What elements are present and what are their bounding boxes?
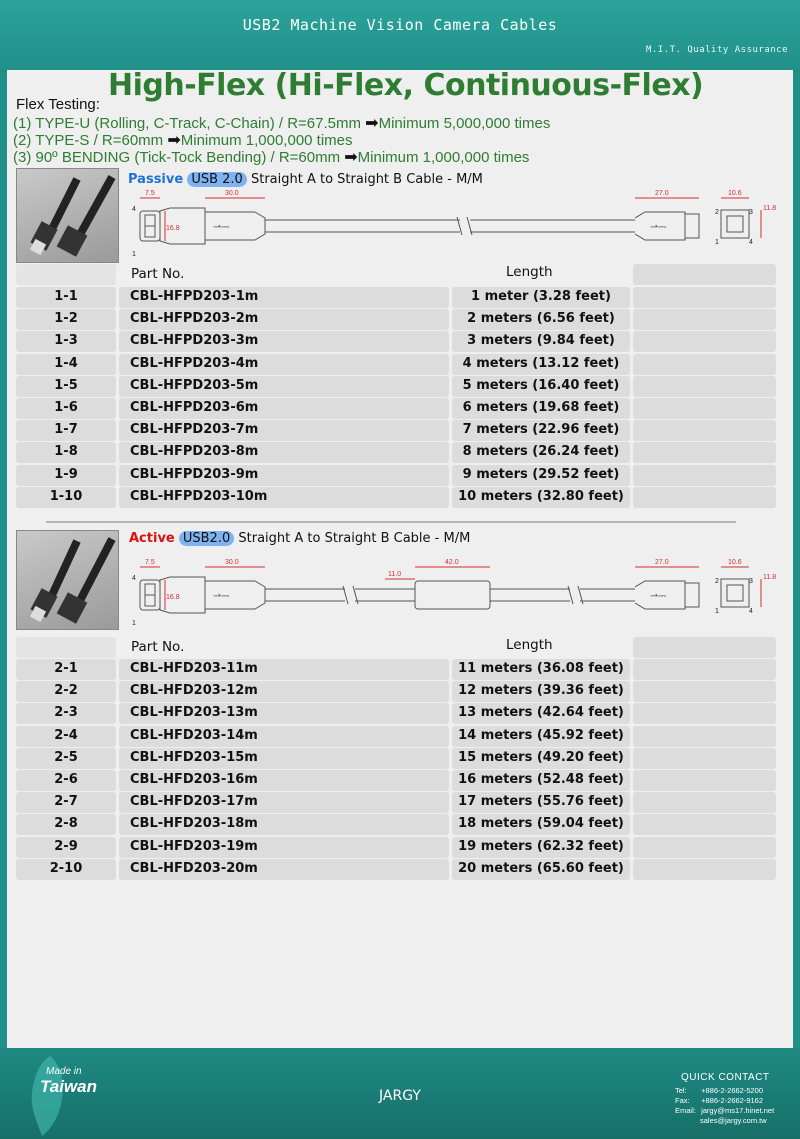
cable-length: 5 meters (16.40 feet): [462, 377, 620, 393]
part-number: CBL-HFPD203-8m: [130, 444, 259, 460]
part-number: CBL-HFD203-17m: [130, 794, 258, 810]
cable-length: 6 meters (19.68 feet): [462, 400, 620, 415]
dimension-label: 11.0: [388, 571, 402, 578]
quick-contact-title: QUICK CONTACT: [681, 1072, 770, 1083]
cable-length: 7 meters (22.96 feet): [462, 422, 620, 438]
flex-test-line: (1) TYPE-U (Rolling, C-Track, C-Chain) / R=67.5mm ➡Minimum 5,000,000 times: [13, 115, 551, 132]
part-number: CBL-HFD203-13m: [130, 705, 258, 721]
pin-label: 2: [715, 578, 719, 585]
cable-length: 8 meters (26.24 feet): [462, 444, 620, 460]
cable-length: 20 meters (65.60 feet): [458, 860, 624, 876]
contact-fax: Fax: +886-2-2662-9162: [675, 1096, 764, 1105]
pin-label: 4: [132, 575, 136, 582]
usb-symbol-icon: ⇀⎓: [650, 222, 667, 233]
usb-version-badge: USB 2.0: [187, 172, 247, 187]
page-header: [0, 0, 800, 70]
dimension-label: 16.8: [166, 225, 180, 232]
row-number: 1-9: [54, 466, 78, 482]
pin-label: 3: [749, 209, 753, 216]
brand-name: JARGY: [379, 1088, 421, 1104]
table-row: [16, 398, 776, 419]
row-number: 2-5: [54, 749, 78, 765]
part-number: CBL-HFD203-20m: [130, 860, 258, 876]
table-row: [16, 837, 776, 858]
part-number: CBL-HFPD203-1m: [130, 289, 259, 304]
part-number: CBL-HFD203-15m: [130, 749, 258, 765]
dimension-label: 30.0: [225, 190, 239, 197]
part-number: CBL-HFD203-12m: [130, 683, 258, 699]
table-row: [16, 376, 776, 397]
section-divider: [46, 521, 736, 523]
arrow-right-icon: ➡: [167, 132, 181, 149]
cable-photo: [16, 530, 119, 630]
table-row: [16, 287, 776, 308]
header-subtitle: M.I.T. Quality Assurance: [645, 45, 788, 55]
table-header-row: [16, 637, 776, 658]
pin-label: 3: [749, 578, 753, 585]
dimension-label: 42.0: [445, 559, 459, 566]
part-number: CBL-HFPD203-2m: [130, 311, 259, 327]
part-number: CBL-HFD203-11m: [130, 661, 258, 676]
pin-label: 4: [749, 239, 753, 246]
table-row: [16, 354, 776, 375]
table-row: [16, 442, 776, 463]
dimension-label: 11.8: [763, 574, 777, 581]
flex-test-line: (3) 90º BENDING (Tick-Tock Bending) / R=60mm ➡Minimum 1,000,000 times: [13, 149, 530, 166]
cable-length: 9 meters (29.52 feet): [462, 466, 620, 482]
table-row: [16, 659, 776, 680]
part-number: CBL-HFPD203-5m: [130, 377, 259, 393]
cable-photo: [16, 168, 119, 263]
cable-kind: Active: [129, 531, 175, 546]
part-number: CBL-HFPD203-10m: [130, 488, 268, 504]
page-title: High-Flex (Hi-Flex, Continuous-Flex): [108, 68, 704, 103]
table-row: [16, 792, 776, 813]
cable-length: 17 meters (55.76 feet): [458, 794, 624, 810]
usb-symbol-icon: ⇀⎓: [213, 591, 230, 602]
pin-label: 4: [132, 206, 136, 213]
passive-cable-diagram: [125, 186, 785, 261]
row-number: 2-8: [54, 816, 78, 832]
part-number: CBL-HFPD203-6m: [130, 400, 259, 415]
table-row: [16, 726, 776, 747]
cable-length: 12 meters (39.36 feet): [458, 683, 624, 699]
table-row: [16, 703, 776, 724]
flex-testing-label: Flex Testing:: [16, 96, 100, 113]
usb-symbol-icon: ⇀⎓: [650, 591, 667, 602]
flex-test-line: (2) TYPE-S / R=60mm ➡Minimum 1,000,000 times: [13, 132, 353, 149]
usb-version-badge: USB2.0: [179, 531, 234, 546]
table-row: [16, 420, 776, 441]
arrow-right-icon: ➡: [365, 115, 379, 132]
arrow-right-icon: ➡: [344, 149, 358, 166]
cable-length: 10 meters (32.80 feet): [458, 488, 624, 504]
contact-tel: Tel: +886-2-2662-5200: [675, 1086, 764, 1095]
dimension-label: 7.5: [145, 559, 155, 566]
pin-label: 4: [749, 608, 753, 615]
row-number: 2-3: [54, 705, 78, 721]
usb-cable-image: [17, 531, 119, 630]
dimension-label: 7.5: [145, 190, 155, 197]
page-footer: [0, 1048, 800, 1139]
part-number: CBL-HFD203-18m: [130, 816, 258, 832]
dimension-label: 10.6: [728, 559, 742, 566]
row-number: 1-2: [54, 311, 78, 327]
table-row: [16, 814, 776, 835]
table-row: [16, 331, 776, 352]
row-number: 1-5: [54, 377, 78, 393]
part-number: CBL-HFD203-16m: [130, 772, 258, 787]
dimension-label: 27.0: [655, 559, 669, 566]
pin-label: 1: [132, 251, 136, 258]
usb-cable-image: [17, 169, 119, 263]
part-number: CBL-HFD203-19m: [130, 838, 258, 854]
row-number: 2-6: [54, 772, 78, 787]
part-number: CBL-HFPD203-9m: [130, 466, 259, 482]
pin-label: 1: [132, 620, 136, 627]
dimension-label: 10.6: [728, 190, 742, 197]
row-number: 2-4: [54, 727, 78, 743]
table-row: [16, 487, 776, 508]
table-row: [16, 465, 776, 486]
column-header-part: Part No.: [131, 266, 185, 282]
cable-length: 16 meters (52.48 feet): [458, 772, 624, 787]
table-row: [16, 770, 776, 791]
row-number: 2-2: [54, 683, 78, 699]
cable-length: 1 meter (3.28 feet): [471, 289, 611, 304]
table-row: [16, 681, 776, 702]
row-number: 2-10: [49, 860, 83, 876]
row-number: 1-1: [54, 289, 78, 304]
row-number: 1-6: [54, 400, 78, 415]
cable-length: 13 meters (42.64 feet): [458, 705, 624, 721]
part-number: CBL-HFPD203-3m: [130, 333, 259, 349]
cable-kind: Passive: [128, 172, 184, 187]
row-number: 2-9: [54, 838, 78, 854]
active-cable-title: Active USB2.0 Straight A to Straight B Cable - M/M: [129, 531, 471, 546]
row-number: 1-4: [54, 355, 78, 371]
column-header-part: Part No.: [131, 639, 185, 655]
row-number: 1-3: [54, 333, 78, 349]
dimension-label: 11.8: [763, 205, 777, 212]
cable-length: 19 meters (62.32 feet): [458, 838, 624, 854]
header-title: USB2 Machine Vision Camera Cables: [242, 16, 558, 34]
cable-length: 14 meters (45.92 feet): [458, 727, 624, 743]
cable-length: 4 meters (13.12 feet): [462, 355, 620, 371]
made-in-taiwan: Made in Taiwan: [40, 1066, 97, 1096]
cable-length: 18 meters (59.04 feet): [458, 816, 624, 832]
cable-length: 11 meters (36.08 feet): [458, 661, 624, 676]
cable-length: 2 meters (6.56 feet): [467, 311, 615, 327]
row-number: 1-10: [49, 488, 83, 504]
table-header-row: [16, 264, 776, 285]
active-cable-diagram: [125, 555, 785, 630]
passive-cable-title: Passive USB 2.0 Straight A to Straight B Cable - M/M: [128, 172, 483, 187]
part-number: CBL-HFD203-14m: [130, 727, 258, 743]
usb-symbol-icon: ⇀⎓: [213, 222, 230, 233]
row-number: 2-1: [54, 661, 78, 676]
pin-label: 1: [715, 608, 719, 615]
cable-length: 3 meters (9.84 feet): [467, 333, 615, 349]
dimension-label: 16.8: [166, 594, 180, 601]
part-number: CBL-HFPD203-7m: [130, 422, 259, 438]
pin-label: 1: [715, 239, 719, 246]
table-row: [16, 859, 776, 880]
cable-length: 15 meters (49.20 feet): [458, 749, 624, 765]
row-number: 2-7: [54, 794, 78, 810]
column-header-length: Length: [506, 264, 553, 280]
contact-email[interactable]: Email: jargy@ms17.hinet.net: [675, 1106, 775, 1115]
contact-email-2[interactable]: sales@jargy.com.tw: [700, 1116, 767, 1125]
table-row: [16, 309, 776, 330]
table-row: [16, 748, 776, 769]
dimension-label: 27.0: [655, 190, 669, 197]
pin-label: 2: [715, 209, 719, 216]
dimension-label: 30.0: [225, 559, 239, 566]
column-header-length: Length: [506, 637, 553, 653]
row-number: 1-7: [54, 422, 78, 438]
part-number: CBL-HFPD203-4m: [130, 355, 259, 371]
row-number: 1-8: [54, 444, 78, 460]
